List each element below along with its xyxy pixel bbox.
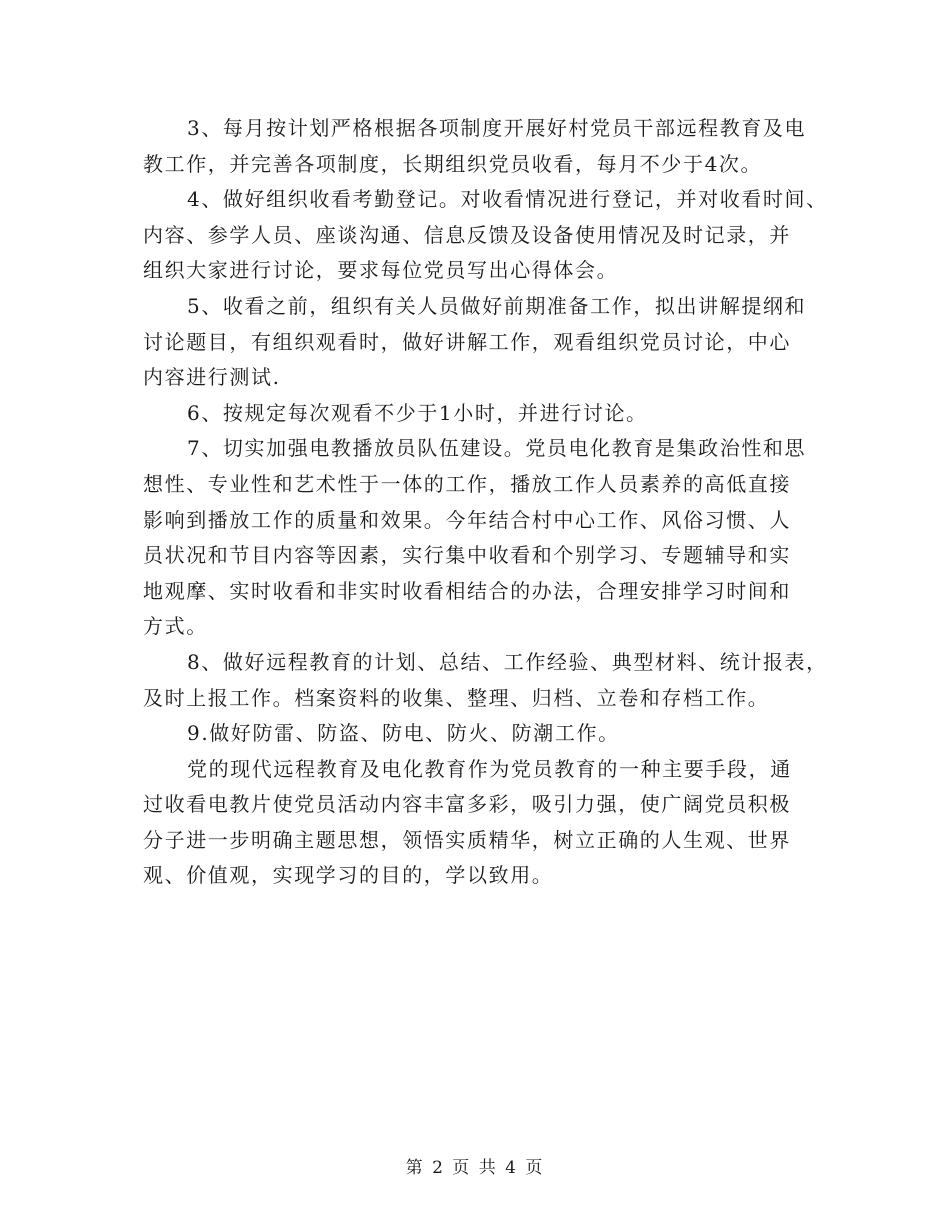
text-line: 过收看电教片使党员活动内容丰富多彩，吸引力强，使广阔党员积极 (143, 792, 791, 817)
text-line: 教工作，并完善各项制度，长期组织党员收看，每月不少于4次。 (143, 151, 763, 176)
paragraph-item-3 (143, 111, 823, 182)
paragraph-item-7 (143, 431, 823, 645)
text-line: 8、做好远程教育的计划、总结、工作经验、典型材料、统计报表， (187, 649, 828, 674)
text-line: 党的现代远程教育及电化教育作为党员教育的一种主要手段，通 (187, 756, 792, 781)
text-line: 想性、专业性和艺术性于一体的工作，播放工作人员素养的高低直接 (143, 471, 791, 496)
text-line: 地观摩、实时收看和非实时收看相结合的办法，合理安排学习时间和 (143, 578, 791, 603)
text-line: 6、按规定每次观看不少于1小时，并进行讨论。 (187, 400, 648, 425)
text-line: 组织大家进行讨论，要求每位党员写出心得体会。 (143, 258, 619, 283)
text-line: 讨论题目，有组织观看时，做好讲解工作，观看组织党员讨论，中心 (143, 329, 791, 354)
text-line: 4、做好组织收看考勤登记。对收看情况进行登记，并对收看时间、 (187, 187, 828, 212)
text-line: 影响到播放工作的质量和效果。今年结合村中心工作、风俗习惯、人 (143, 507, 791, 532)
text-line: 分子进一步明确主题思想，领悟实质精华，树立正确的人生观、世界 (143, 827, 791, 852)
text-line: 9.做好防雷、防盗、防电、防火、防潮工作。 (187, 721, 620, 746)
text-line: 方式。 (143, 614, 208, 639)
paragraph-conclusion (143, 752, 823, 894)
text-line: 内容、参学人员、座谈沟通、信息反馈及设备使用情况及时记录，并 (143, 222, 791, 247)
paragraph-item-6 (143, 396, 823, 432)
page-number-footer: 第 2 页 共 4 页 (405, 1158, 545, 1178)
text-line: 3、每月按计划严格根据各项制度开展好村党员干部远程教育及电 (187, 116, 807, 140)
document-body (143, 111, 828, 894)
text-line: 观、价值观，实现学习的目的，学以致用。 (143, 863, 554, 888)
paragraph-item-5 (143, 289, 823, 396)
text-line: 及时上报工作。档案资料的收集、整理、归档、立卷和存档工作。 (143, 685, 770, 710)
paragraph-item-9 (143, 716, 823, 752)
paragraph-item-4 (143, 182, 828, 289)
text-line: 内容进行测试. (143, 365, 281, 390)
text-line: 员状况和节目内容等因素，实行集中收看和个别学习、专题辅导和实 (143, 543, 791, 568)
paragraph-item-8 (143, 645, 828, 716)
text-line: 5、收看之前，组织有关人员做好前期准备工作，拟出讲解提纲和 (187, 293, 807, 318)
text-line: 7、切实加强电教播放员队伍建设。党员电化教育是集政治性和思 (187, 436, 807, 461)
